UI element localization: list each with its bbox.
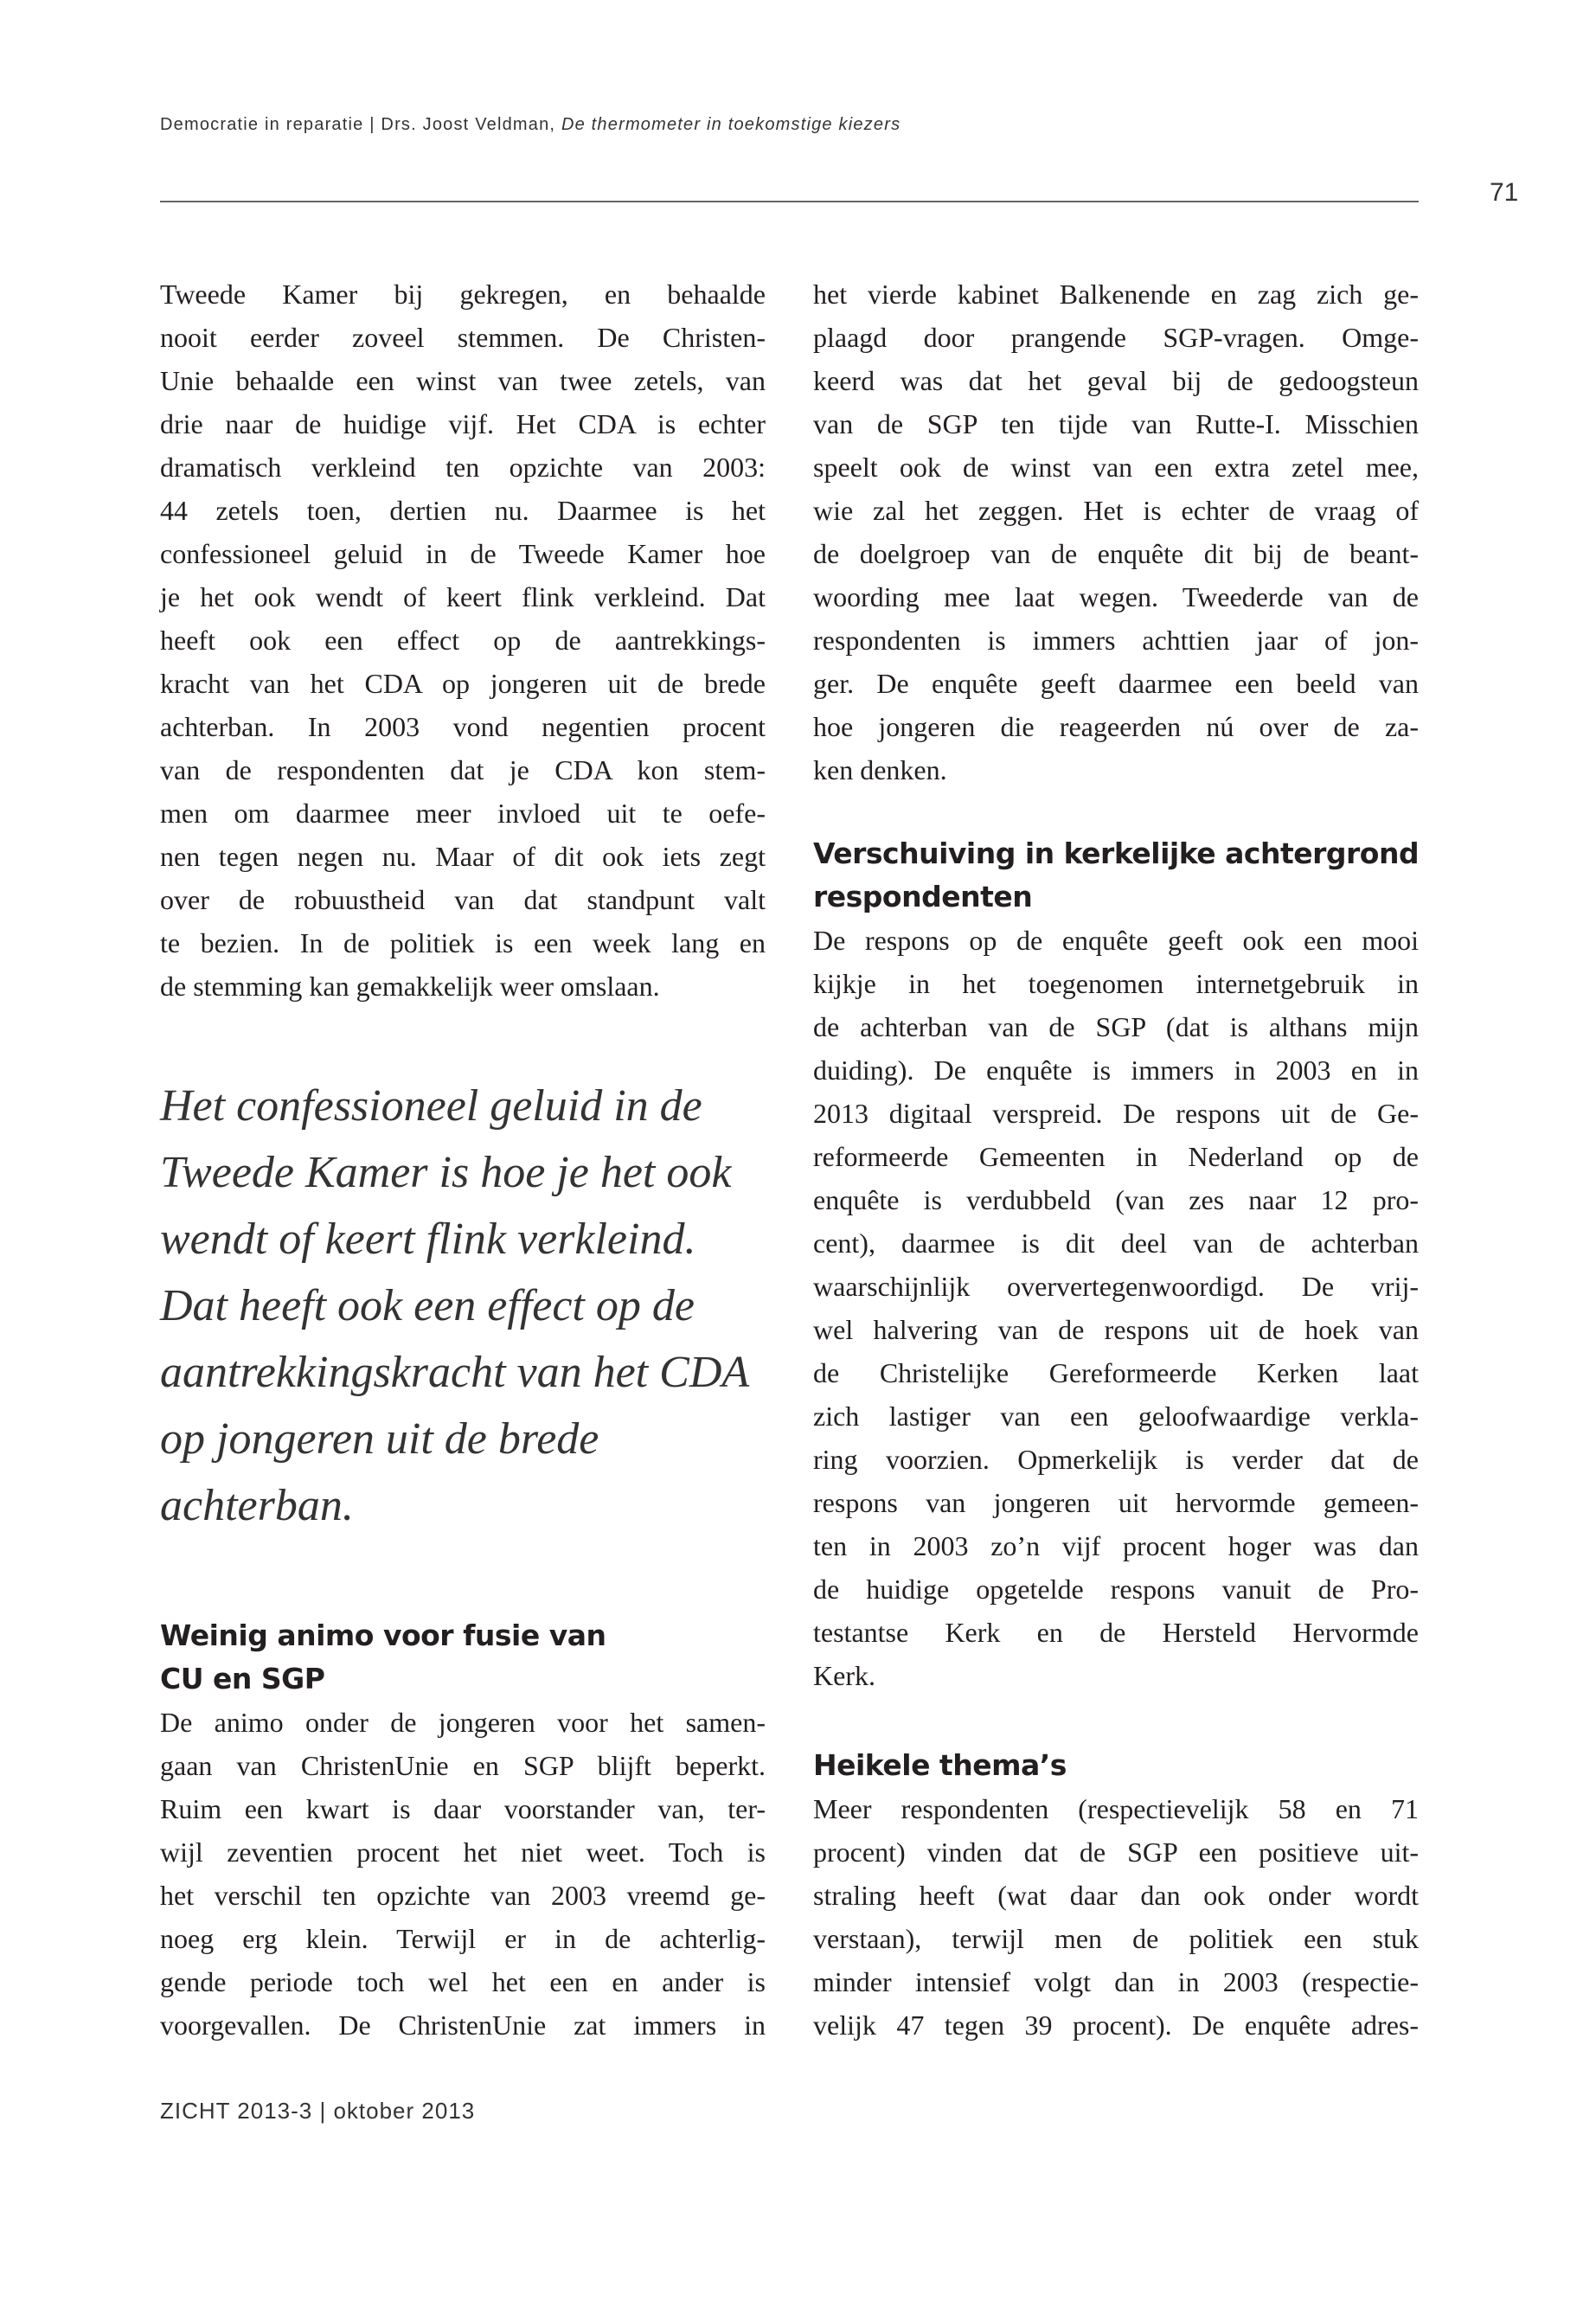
left-column-section	[160, 1614, 766, 2047]
header-rule	[160, 201, 1419, 202]
text-line: 44 zetels toen, dertien nu. Daarmee is het	[160, 495, 766, 526]
text-line: gende periode toch wel het een en ander is	[160, 1966, 766, 1997]
text-line: 2013 digitaal verspreid. De respons uit de Ge-	[813, 1098, 1419, 1129]
heading-line: Verschuiving in kerkelijke achtergrond	[813, 836, 1420, 870]
text-line: achterban. In 2003 vond negentien procent	[160, 711, 766, 742]
quote-line: wendt of keert flink verkleind.	[160, 1215, 696, 1264]
text-line: je het ook wendt of keert flink verkleind. Dat	[160, 581, 766, 612]
text-line: reformeerde Gemeenten in Nederland op de	[813, 1141, 1419, 1172]
header-section: Democratie in reparatie	[160, 115, 364, 134]
text-line: Tweede Kamer bij gekregen, en behaalde	[160, 279, 766, 310]
quote-line: achterban.	[160, 1481, 354, 1530]
text-line: nen tegen negen nu. Maar of dit ook iets zegt	[160, 841, 766, 872]
section-heading	[813, 1744, 1419, 1787]
paragraph	[813, 272, 1419, 792]
text-line: wijl zeventien procent het niet weet. Toch is	[160, 1836, 766, 1868]
pull-quote	[160, 1073, 783, 1539]
heading-line: CU en SGP	[160, 1662, 325, 1695]
text-line: te bezien. In de politiek is een week lang en	[160, 927, 766, 958]
text-line: confessioneel geluid in de Tweede Kamer hoe	[160, 538, 766, 569]
text-line: wel halvering van de respons uit de hoek van	[813, 1314, 1419, 1345]
text-line: duiding). De enquête is immers in 2003 en in	[813, 1054, 1419, 1086]
text-line: de doelgroep van de enquête dit bij de beant-	[813, 538, 1419, 569]
text-line: Meer respondenten (respectievelijk 58 en 71	[813, 1793, 1419, 1824]
text-line: de huidige opgetelde respons vanuit de Pro-	[813, 1574, 1419, 1605]
text-line: respons van jongeren uit hervormde gemeen-	[813, 1487, 1419, 1518]
page-footer: ZICHT 2013-3 | oktober 2013	[160, 2098, 476, 2124]
text-line: Unie behaalde een winst van twee zetels, van	[160, 365, 766, 396]
right-column	[813, 272, 1419, 792]
text-line: procent) vinden dat de SGP een positieve uit-	[813, 1836, 1419, 1868]
text-line: men om daarmee meer invloed uit te oefe-	[160, 798, 766, 829]
text-line: nooit eerder zoveel stemmen. De Christen-	[160, 322, 766, 353]
text-line: kracht van het CDA op jongeren uit de brede	[160, 668, 766, 699]
quote-line: Het confessioneel geluid in de	[160, 1081, 702, 1131]
left-column	[160, 272, 766, 1008]
text-line: gaan van ChristenUnie en SGP blijft beperkt.	[160, 1750, 766, 1781]
running-header	[160, 115, 901, 135]
text-line: Kerk.	[813, 1660, 875, 1691]
pull-quote-lines	[160, 1073, 783, 1539]
text-line: kijkje in het toegenomen internetgebruik in	[813, 968, 1419, 999]
section-heading	[813, 832, 1419, 919]
text-line: wie zal het zeggen. Het is echter de vraag of	[813, 495, 1419, 526]
header-author: Drs. Joost Veldman,	[381, 115, 556, 134]
text-line: ring voorzien. Opmerkelijk is verder dat de	[813, 1444, 1419, 1475]
text-line: heeft ook een effect op de aantrekkings-	[160, 625, 766, 656]
header-separator: |	[369, 115, 375, 134]
section-heading	[160, 1614, 766, 1701]
text-line: de Christelijke Gereformeerde Kerken laat	[813, 1357, 1419, 1388]
text-line: velijk 47 tegen 39 procent). De enquête adres-	[813, 2009, 1419, 2041]
text-line: over de robuustheid van dat standpunt valt	[160, 884, 766, 915]
text-line: cent), daarmee is dit deel van de achterban	[813, 1227, 1419, 1259]
text-line: De animo onder de jongeren voor het samen-	[160, 1707, 766, 1738]
text-line: ken denken.	[813, 754, 947, 785]
text-line: ger. De enquête geeft daarmee een beeld van	[813, 668, 1419, 699]
text-line: verstaan), terwijl men de politiek een stuk	[813, 1923, 1419, 1954]
paragraph	[160, 272, 766, 1008]
quote-line: aantrekkingskracht van het CDA	[160, 1348, 750, 1397]
header-article-title: De thermometer in toekomstige kiezers	[561, 115, 901, 134]
text-line: noeg erg klein. Terwijl er in de achterlig-	[160, 1923, 766, 1954]
paragraph	[160, 1701, 766, 2047]
text-line: het vierde kabinet Balkenende en zag zich ge-	[813, 279, 1419, 310]
text-line: respondenten is immers achttien jaar of jon-	[813, 625, 1419, 656]
right-column-section-2	[813, 1744, 1419, 2047]
heading-line: respondenten	[813, 880, 1033, 913]
text-line: enquête is verdubbeld (van zes naar 12 pro-	[813, 1184, 1419, 1215]
text-line: straling heeft (wat daar dan ook onder wordt	[813, 1880, 1419, 1911]
paragraph	[813, 919, 1419, 1697]
text-line: de stemming kan gemakkelijk weer omslaan.	[160, 971, 660, 1002]
text-line: ten in 2003 zo’n vijf procent hoger was dan	[813, 1530, 1419, 1561]
text-line: plaagd door prangende SGP-vragen. Omge-	[813, 322, 1419, 353]
text-line: van de SGP ten tijde van Rutte-I. Misschien	[813, 408, 1419, 439]
text-line: Ruim een kwart is daar voorstander van, ter-	[160, 1793, 766, 1824]
text-line: hoe jongeren die reageerden nú over de za-	[813, 711, 1419, 742]
text-line: voorgevallen. De ChristenUnie zat immers in	[160, 2009, 766, 2041]
text-line: drie naar de huidige vijf. Het CDA is echter	[160, 408, 766, 439]
text-line: van de respondenten dat je CDA kon stem-	[160, 754, 766, 785]
text-line: testantse Kerk en de Hersteld Hervormde	[813, 1617, 1419, 1648]
quote-line: op jongeren uit de brede	[160, 1414, 599, 1464]
text-line: keerd was dat het geval bij de gedoogsteun	[813, 365, 1419, 396]
heading-line: Weinig animo voor fusie van	[160, 1618, 606, 1652]
text-line: speelt ook de winst van een extra zetel mee,	[813, 452, 1419, 483]
right-column-section-1	[813, 832, 1419, 1697]
text-line: zich lastiger van een geloofwaardige verkla-	[813, 1400, 1419, 1432]
text-line: de achterban van de SGP (dat is althans mijn	[813, 1011, 1419, 1042]
text-line: dramatisch verkleind ten opzichte van 2003:	[160, 452, 766, 483]
quote-line: Tweede Kamer is hoe je het ook	[160, 1148, 732, 1197]
text-line: De respons op de enquête geeft ook een mooi	[813, 925, 1419, 956]
text-line: het verschil ten opzichte van 2003 vreemd ge-	[160, 1880, 766, 1911]
heading-line: Heikele thema’s	[813, 1748, 1067, 1782]
quote-line: Dat heeft ook een effect op de	[160, 1281, 695, 1330]
page-number: 71	[1490, 178, 1519, 207]
text-line: woording mee laat wegen. Tweederde van de	[813, 581, 1419, 612]
text-line: minder intensief volgt dan in 2003 (respectie-	[813, 1966, 1419, 1997]
paragraph-continued	[813, 1787, 1419, 2047]
text-line: waarschijnlijk oververtegenwoordigd. De vrij-	[813, 1271, 1419, 1302]
